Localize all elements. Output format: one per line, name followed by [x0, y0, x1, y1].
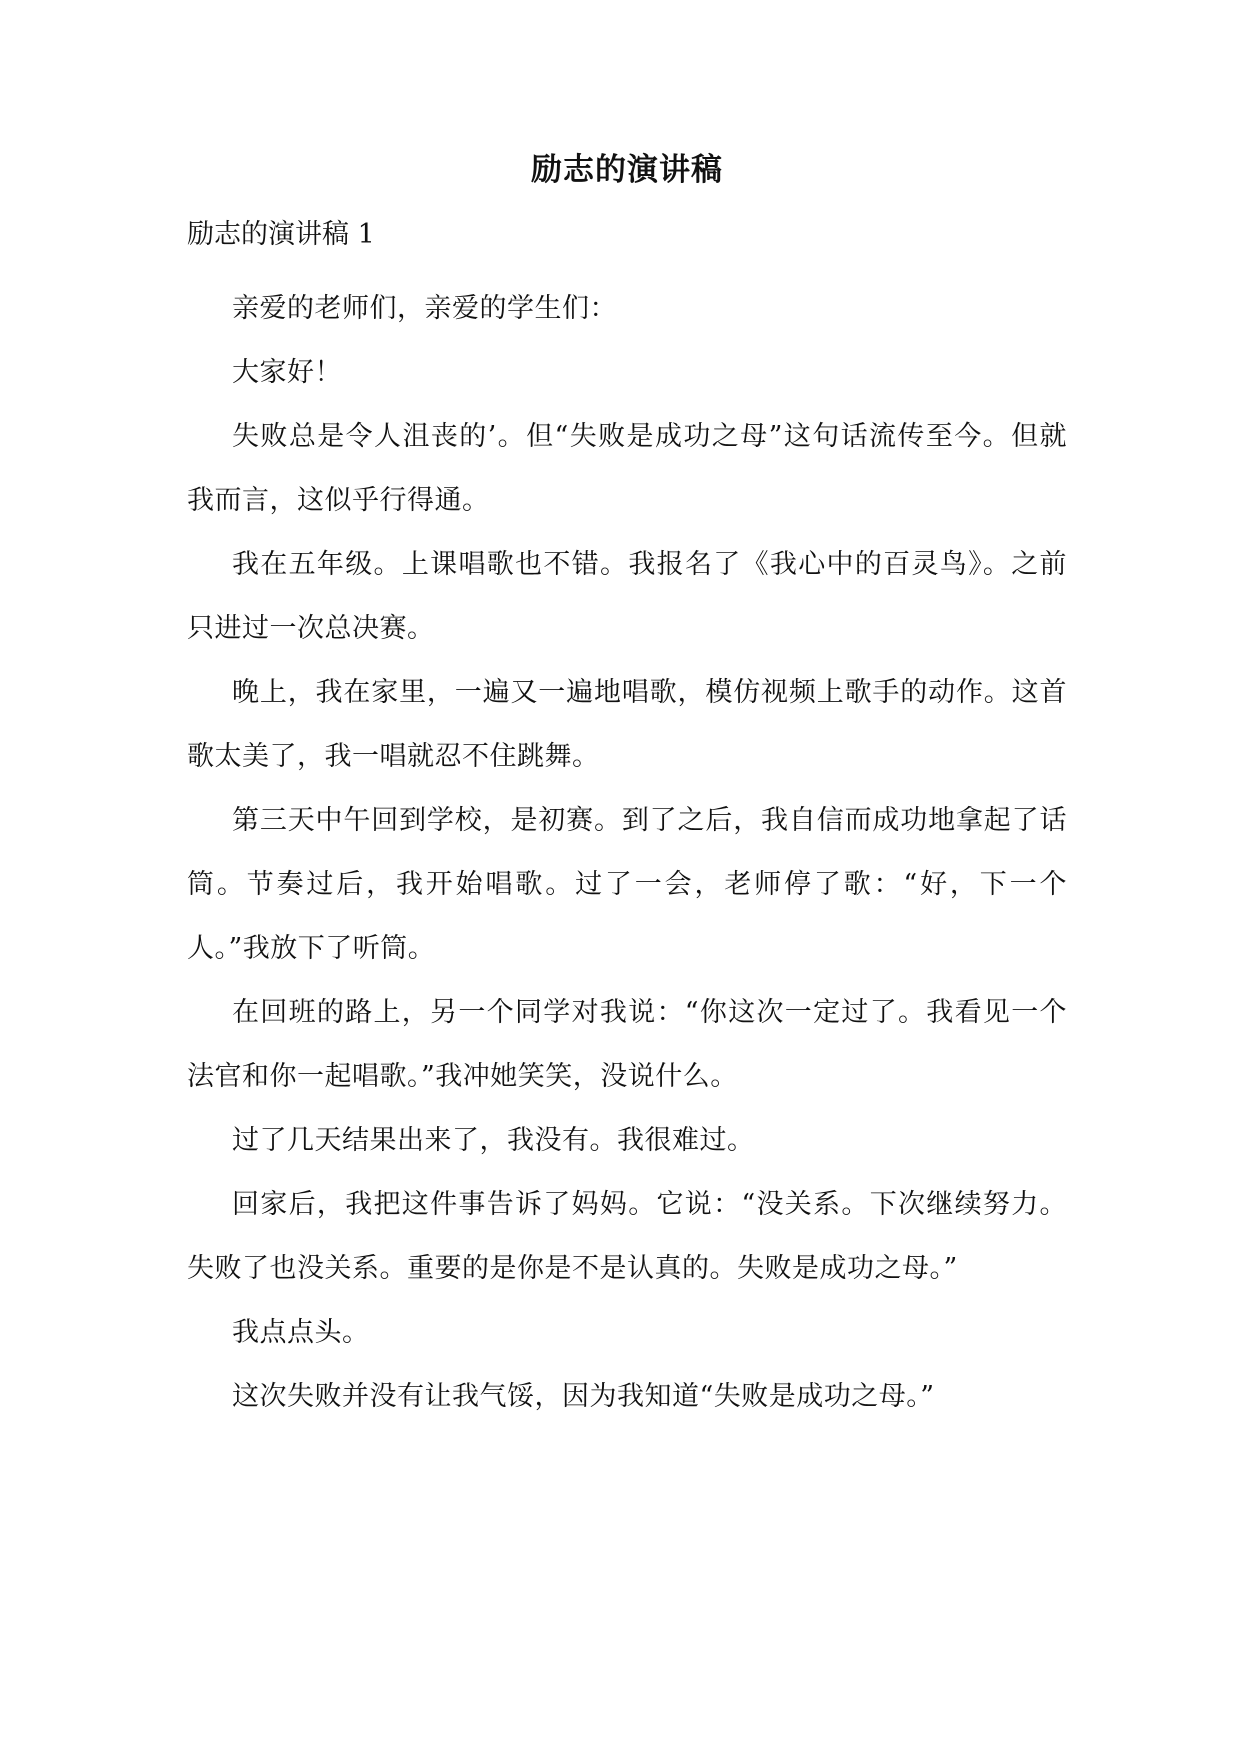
paragraph: 过了几天结果出来了，我没有。我很难过。: [232, 1125, 755, 1156]
paragraph-greeting: 大家好！: [232, 357, 342, 388]
section-heading: 励志的演讲稿 1: [187, 219, 375, 250]
paragraph: 晚上，我在家里，一遍又一遍地唱歌，模仿视频上歌手的动作。这首歌太美了，我一唱就忍不住跳舞。: [187, 677, 1067, 772]
paragraph: 我点点头。: [232, 1317, 370, 1348]
paragraph: 回家后，我把这件事告诉了妈妈。它说：“没关系。下次继续努力。失败了也没关系。重要的是你是不是认真的。失败是成功之母。”: [187, 1189, 1067, 1284]
document-body: [187, 150, 1067, 1429]
paragraph-greeting-address: 亲爱的老师们，亲爱的学生们：: [232, 293, 617, 324]
paragraph: 第三天中午回到学校，是初赛。到了之后，我自信而成功地拿起了话筒。节奏过后，我开始唱歌。过了一会，老师停了歌：“好，下一个人。”我放下了听筒。: [187, 805, 1067, 964]
paragraph-closing: 这次失败并没有让我气馁，因为我知道“失败是成功之母。”: [232, 1381, 935, 1412]
paragraph: 我在五年级。上课唱歌也不错。我报名了《我心中的百灵鸟》。之前只进过一次总决赛。: [187, 549, 1067, 644]
paragraph: 在回班的路上，另一个同学对我说：“你这次一定过了。我看见一个法官和你一起唱歌。”我冲她笑笑，没说什么。: [187, 997, 1067, 1092]
document-title: 励志的演讲稿: [531, 152, 723, 188]
paragraph: 失败总是令人沮丧的’。但“失败是成功之母”这句话流传至今。但就我而言，这似乎行得通。: [187, 421, 1067, 516]
